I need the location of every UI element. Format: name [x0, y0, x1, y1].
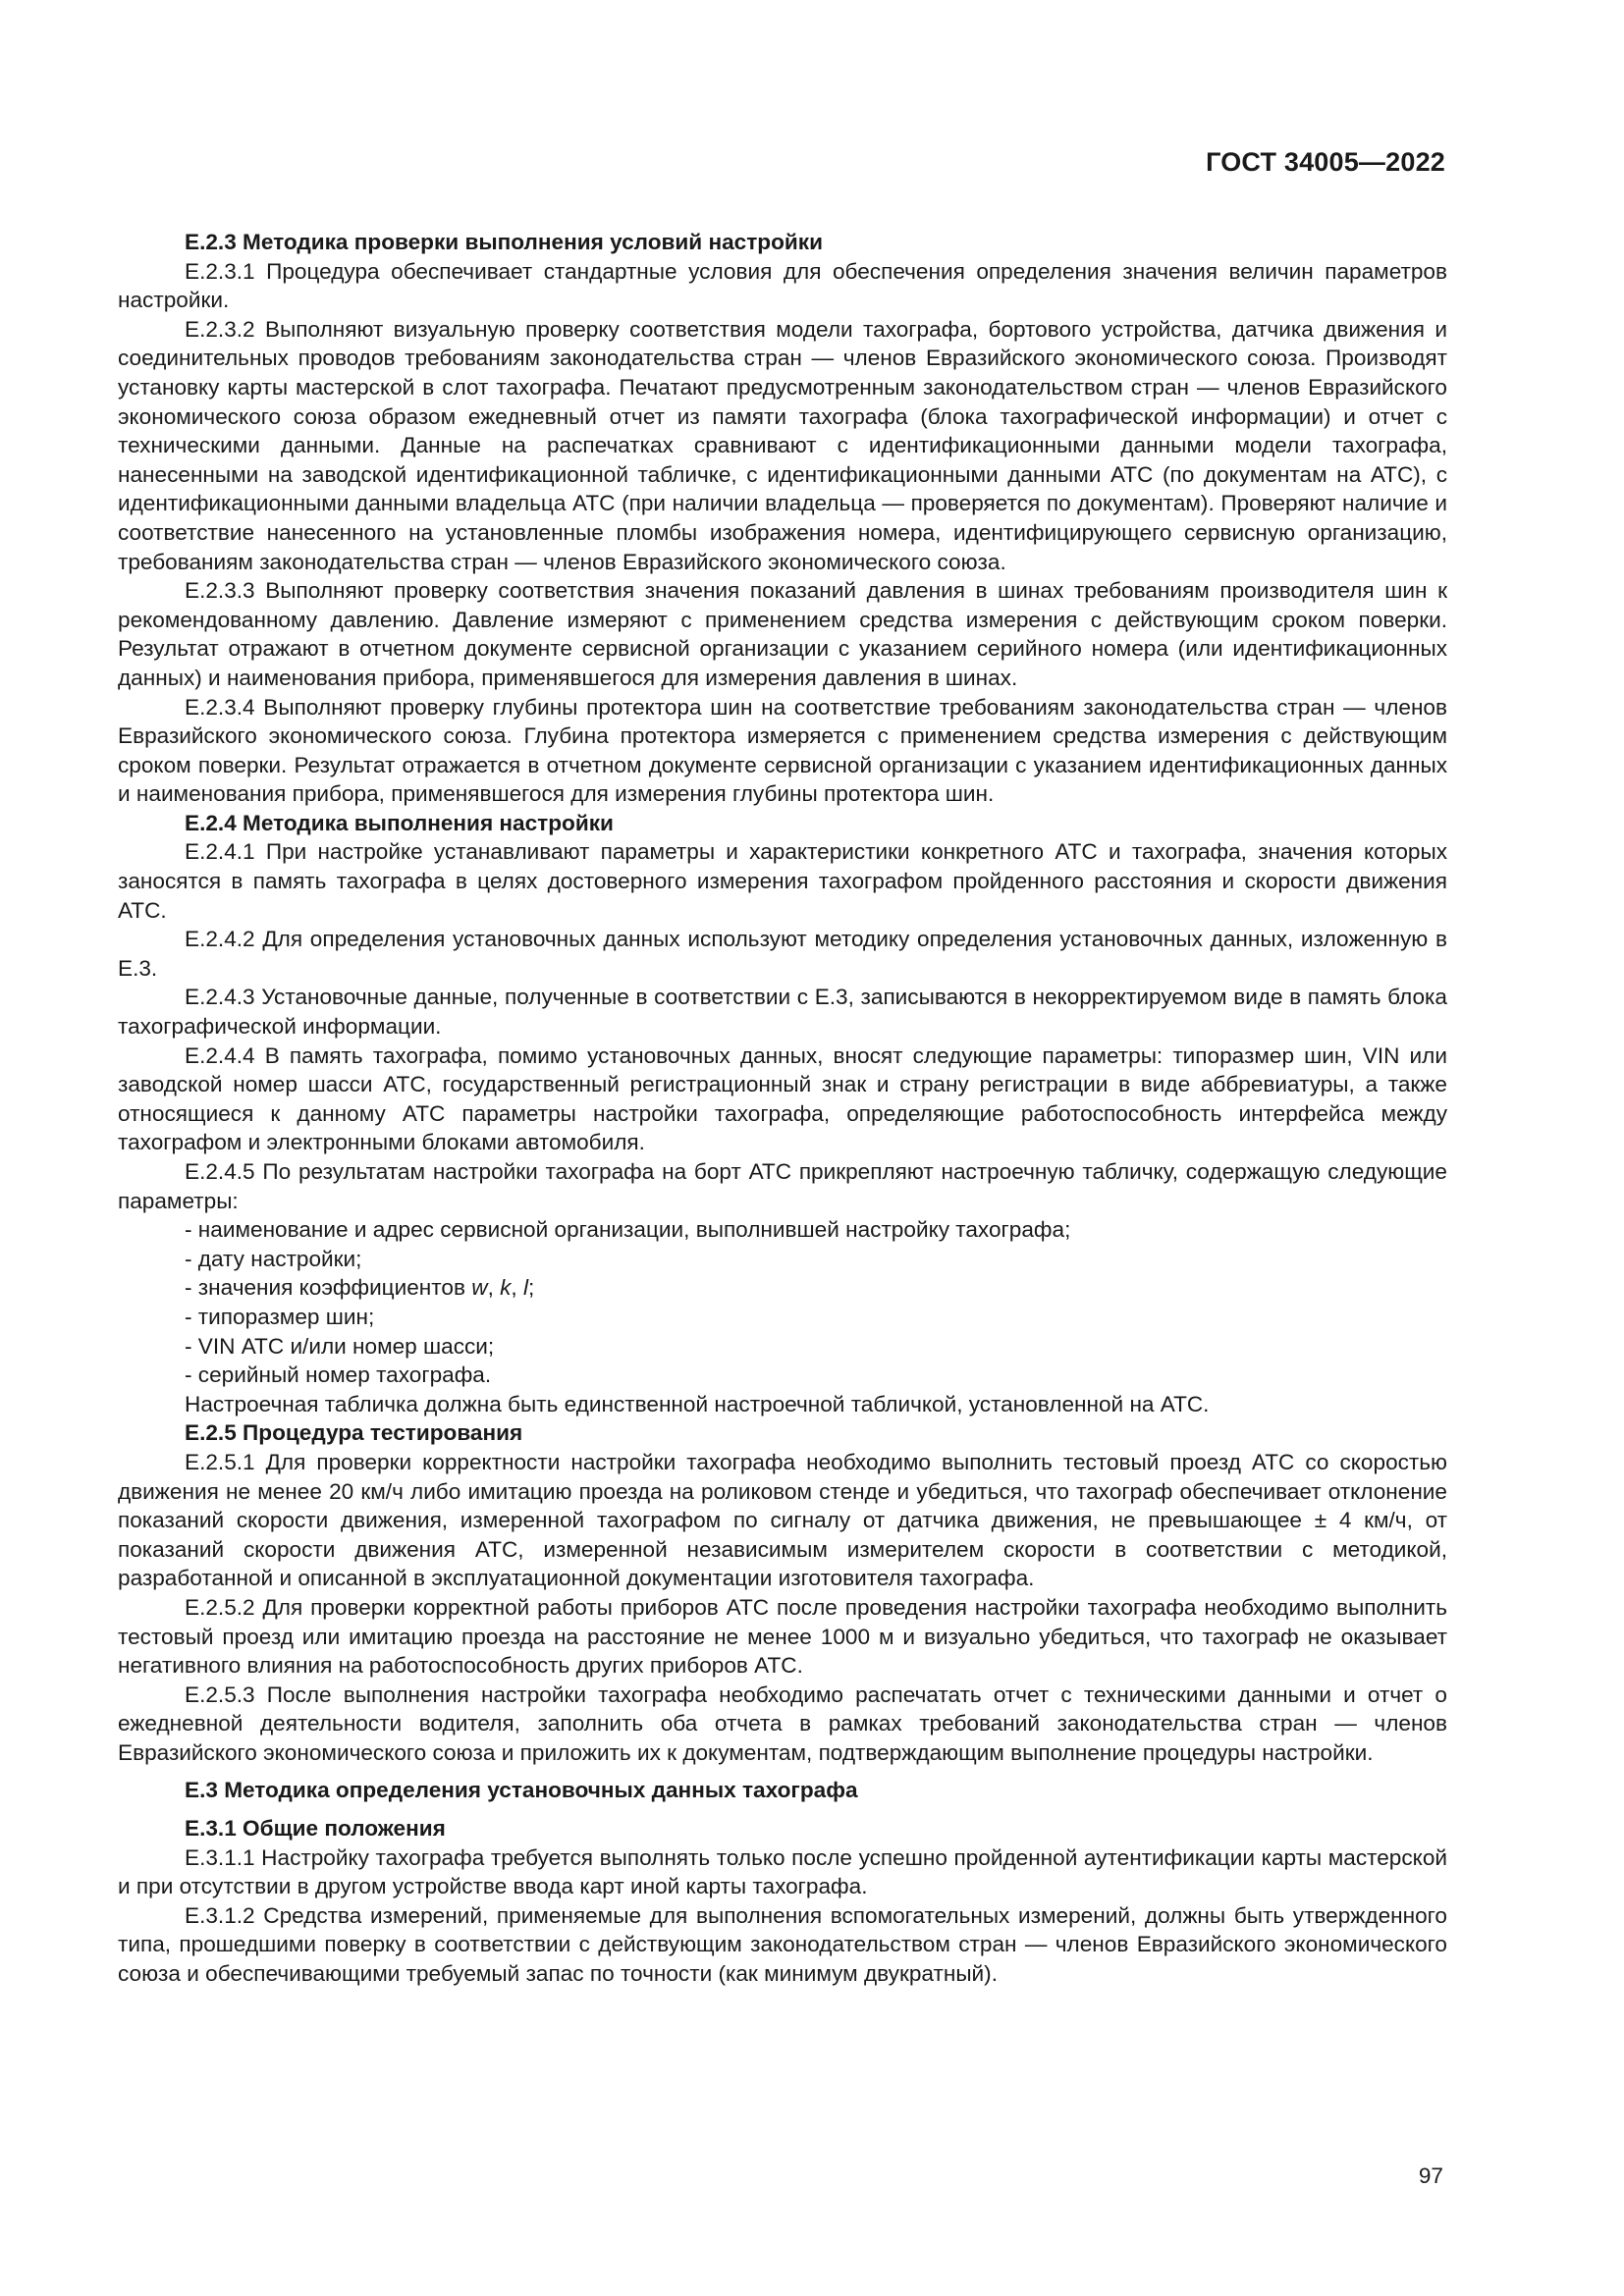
list-item: - дату настройки; [185, 1246, 362, 1271]
section-heading-e24: Е.2.4 Методика выполнения настройки [185, 810, 614, 835]
list-item: - типоразмер шин; [185, 1304, 375, 1329]
paragraph-e232: Е.2.3.2 Выполняют визуальную проверку соответствия модели тахографа, бортового устройства, датчика движения и соединительных проводов требованиям законодательства стран — членов Евразийского экономического союза. Производят установку карты мастерской в слот тахографа. Печатают предусмотренным законодательством стран — членов Евразийского экономического союза образом ежедневный отчет из памяти тахографа (блока тахографической информации) и отчет с техническими данными. Данные на распечатках сравнивают с идентификационными данными модели тахографа, нанесенными на заводской идентификационной табличке, с идентификационными данными АТС (по документам на АТС), с идентификационными данными владельца АТС (при наличии владельца — проверяется по документам). Проверяют наличие и соответствие нанесенного на установленные пломбы изображения номера, идентифицирующего сервисную организацию, требованиям законодательства стран — членов Евразийского экономического союза. [118, 316, 1447, 574]
page-number: 97 [1418, 2163, 1443, 2188]
list-item-end: ; [528, 1275, 535, 1301]
document-header: ГОСТ 34005—2022 [1206, 147, 1445, 177]
list-item-coefficients [118, 1273, 1447, 1303]
list-item: - наименование и адрес сервисной организации, выполнившей настройку тахографа; [185, 1217, 1071, 1243]
paragraph-e242: Е.2.4.2 Для определения установочных данных используют методику определения установочных данных, изложенную в Е.3. [118, 927, 1447, 981]
list-item: - VIN АТС и/или номер шасси; [185, 1333, 495, 1359]
paragraph-e231: Е.2.3.1 Процедура обеспечивает стандартные условия для обеспечения определения значения величин параметров настройки. [118, 258, 1447, 313]
paragraph-e243: Е.2.4.3 Установочные данные, полученные в соответствии с Е.3, записываются в некорректируемом виде в память блока тахографической информации. [118, 985, 1447, 1040]
paragraph-e253: Е.2.5.3 После выполнения настройки тахографа необходимо распечатать отчет с техническими данными и отчет о ежедневной деятельности водителя, заполнить оба отчета в рамках требований законодательства стран — членов Евразийского экономического союза и приложить их к документам, подтверждающим выполнение процедуры настройки. [118, 1682, 1447, 1765]
paragraph-e311: Е.3.1.1 Настройку тахографа требуется выполнять только после успешно пройденной аутентификации карты мастерской и при отсутствии в другом устройстве ввода карт иной карты тахографа. [118, 1844, 1447, 1899]
section-heading-e25: Е.2.5 Процедура тестирования [185, 1420, 523, 1446]
list-item-text: - значения коэффициентов [185, 1275, 472, 1301]
coefficient-w: w [471, 1275, 488, 1301]
paragraph-e234: Е.2.3.4 Выполняют проверку глубины протектора шин на соответствие требованиям законодательства стран — членов Евразийского экономического союза. Глубина протектора измеряется с применением средства измерения с действующим сроком поверки. Результат отражается в отчетном документе сервисной организации с указанием идентификационных данных и наименования прибора, применявшегося для измерения глубины протектора шин. [118, 694, 1447, 807]
coefficient-k: k [500, 1275, 512, 1301]
paragraph-e252: Е.2.5.2 Для проверки корректной работы приборов АТС после проведения настройки тахографа необходимо выполнить тестовый проезд или имитацию проезда на расстояние не менее 1000 м и визуально убедиться, что тахограф не оказывает негативного влияния на работоспособность других приборов АТС. [118, 1594, 1447, 1679]
paragraph-e251: Е.2.5.1 Для проверки корректности настройки тахографа необходимо выполнить тестовый проезд АТС со скоростью движения не менее 20 км/ч либо имитацию проезда на роликовом стенде и убедиться, что тахограф обеспечивает отклонение показаний скорости движения, измеренной тахографом по сигналу от датчика движения, не превышающее ± 4 км/ч, от показаний скорости движения АТС, измеренной независимым измерителем скорости в соответствии с методикой, разработанной и описанной в эксплуатационной документации изготовителя тахографа. [118, 1449, 1447, 1591]
paragraph-plate-note: Настроечная табличка должна быть единственной настроечной табличкой, установленной на АТС. [185, 1391, 1210, 1416]
separator: , [487, 1275, 501, 1301]
section-heading-e31: Е.3.1 Общие положения [185, 1816, 446, 1842]
paragraph-e244: Е.2.4.4 В память тахографа, помимо установочных данных, вносят следующие параметры: типоразмер шин, VIN или заводской номер шасси АТС, государственный регистрационный знак и страну регистрации в виде аббревиатуры, а также относящиеся к данному АТС параметры настройки тахографа, определяющие работоспособность интерфейса между тахографом и электронными блоками автомобиля. [118, 1042, 1447, 1155]
section-heading-e3: Е.3 Методика определения установочных данных тахографа [185, 1778, 858, 1803]
paragraph-e245: Е.2.4.5 По результатам настройки тахографа на борт АТС прикрепляют настроечную табличку, содержащую следующие параметры: [118, 1159, 1447, 1213]
separator: , [511, 1275, 523, 1301]
paragraph-e312: Е.3.1.2 Средства измерений, применяемые для выполнения вспомогательных измерений, должны быть утвержденного типа, прошедшими поверку в соответствии с действующим законодательством стран — членов Евразийского экономического союза и обеспечивающими требуемый запас по точности (как минимум двукратный). [118, 1902, 1447, 1987]
section-heading-e23: Е.2.3 Методика проверки выполнения условий настройки [185, 230, 823, 254]
document-body [118, 228, 1447, 1989]
paragraph-e233: Е.2.3.3 Выполняют проверку соответствия значения показаний давления в шинах требованиям производителя шин к рекомендованному давлению. Давление измеряют с применением средства измерения с действующим сроком поверки. Результат отражают в отчетном документе сервисной организации с указанием серийного номера (или идентификационных данных) и наименования прибора, применявшегося для измерения давления в шинах. [118, 578, 1447, 690]
coefficient-l: l [522, 1275, 529, 1301]
paragraph-e241: Е.2.4.1 При настройке устанавливают параметры и характеристики конкретного АТС и тахографа, значения которых заносятся в память тахографа в целях достоверного измерения тахографом пройденного расстояния и скорости движения АТС. [118, 839, 1447, 923]
list-item: - серийный номер тахографа. [185, 1362, 492, 1388]
